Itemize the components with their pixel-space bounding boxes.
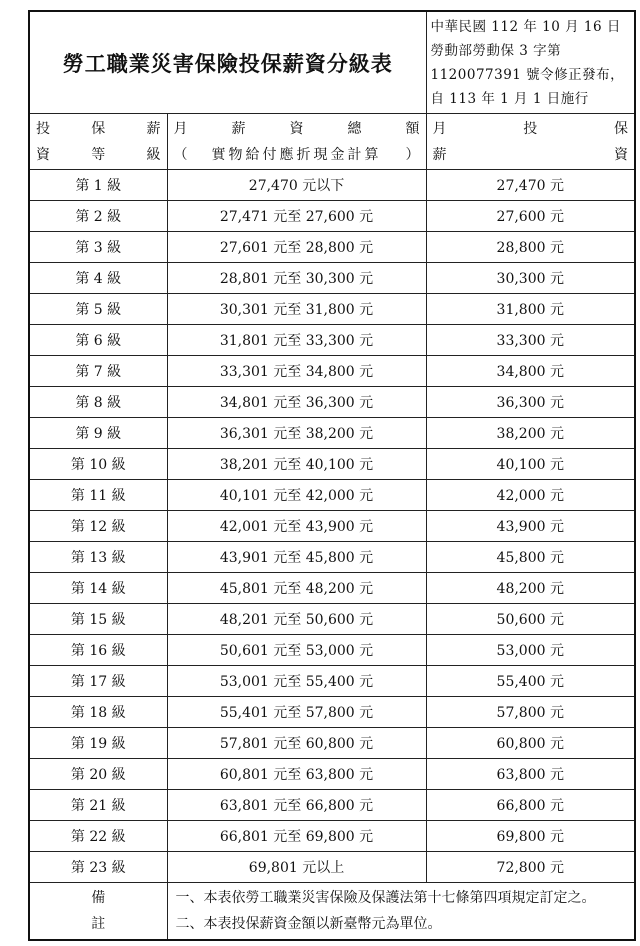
table-row <box>29 666 635 697</box>
table-row <box>29 170 635 201</box>
insured-salary-cell: 55,400 元 <box>426 666 635 697</box>
table-row <box>29 542 635 573</box>
salary-range-cell: 60,801 元至 63,800 元 <box>167 759 426 790</box>
insured-salary-cell: 36,300 元 <box>426 387 635 418</box>
insured-salary-cell: 63,800 元 <box>426 759 635 790</box>
insured-salary-cell: 69,800 元 <box>426 821 635 852</box>
salary-range-cell: 27,601 元至 28,800 元 <box>167 232 426 263</box>
decree-line: 勞動部勞動保 3 字第 <box>430 42 562 59</box>
header-grade: 投 保 薪 資 等 級 <box>29 114 167 170</box>
salary-range-cell: 27,471 元至 27,600 元 <box>167 201 426 232</box>
insured-salary-cell: 31,800 元 <box>426 294 635 325</box>
salary-range-cell: 38,201 元至 40,100 元 <box>167 449 426 480</box>
table-row <box>29 635 635 666</box>
insured-salary-cell: 27,470 元 <box>426 170 635 201</box>
header-salary: 月 薪 資 總 額 （ 實物給付應折現金計算 ） <box>167 114 426 170</box>
grade-cell: 第 6 級 <box>29 325 167 356</box>
table-row <box>29 201 635 232</box>
salary-range-cell: 36,301 元至 38,200 元 <box>167 418 426 449</box>
table-row <box>29 790 635 821</box>
table-row <box>29 852 635 883</box>
insured-salary-cell: 60,800 元 <box>426 728 635 759</box>
table-row <box>29 821 635 852</box>
insured-salary-cell: 45,800 元 <box>426 542 635 573</box>
grade-cell: 第 5 級 <box>29 294 167 325</box>
salary-range-cell: 57,801 元至 60,800 元 <box>167 728 426 759</box>
grade-cell: 第 7 級 <box>29 356 167 387</box>
salary-range-cell: 48,201 元至 50,600 元 <box>167 604 426 635</box>
salary-range-cell: 53,001 元至 55,400 元 <box>167 666 426 697</box>
grade-cell: 第 18 級 <box>29 697 167 728</box>
insured-salary-cell: 48,200 元 <box>426 573 635 604</box>
document-title: 勞工職業災害保險投保薪資分級表 <box>29 11 426 114</box>
table-row <box>29 728 635 759</box>
insured-salary-cell: 43,900 元 <box>426 511 635 542</box>
insured-salary-cell: 72,800 元 <box>426 852 635 883</box>
remark-line: 一、本表依勞工職業災害保險及保護法第十七條第四項規定訂定之。 <box>175 890 596 906</box>
insured-salary-cell: 66,800 元 <box>426 790 635 821</box>
salary-range-cell: 27,470 元以下 <box>167 170 426 201</box>
decree-note <box>426 11 635 114</box>
table-row <box>29 232 635 263</box>
grade-cell: 第 17 級 <box>29 666 167 697</box>
table-row <box>29 604 635 635</box>
table-row <box>29 387 635 418</box>
table-row <box>29 480 635 511</box>
salary-range-cell: 66,801 元至 69,800 元 <box>167 821 426 852</box>
salary-range-cell: 69,801 元以上 <box>167 852 426 883</box>
grade-cell: 第 19 級 <box>29 728 167 759</box>
grade-cell: 第 2 級 <box>29 201 167 232</box>
remarks-label: 備 註 <box>29 883 167 941</box>
salary-range-cell: 42,001 元至 43,900 元 <box>167 511 426 542</box>
grade-cell: 第 1 級 <box>29 170 167 201</box>
table-row <box>29 294 635 325</box>
grade-cell: 第 4 級 <box>29 263 167 294</box>
grade-cell: 第 12 級 <box>29 511 167 542</box>
decree-line: 中華民國 112 年 10 月 16 日 <box>430 18 621 35</box>
remark-line: 二、本表投保薪資金額以新臺幣元為單位。 <box>175 916 442 932</box>
table-row <box>29 356 635 387</box>
table-row <box>29 759 635 790</box>
salary-range-cell: 31,801 元至 33,300 元 <box>167 325 426 356</box>
grade-cell: 第 14 級 <box>29 573 167 604</box>
salary-range-cell: 55,401 元至 57,800 元 <box>167 697 426 728</box>
table-row <box>29 263 635 294</box>
insured-salary-cell: 40,100 元 <box>426 449 635 480</box>
insured-salary-cell: 57,800 元 <box>426 697 635 728</box>
grade-cell: 第 15 級 <box>29 604 167 635</box>
grade-cell: 第 13 級 <box>29 542 167 573</box>
salary-range-cell: 33,301 元至 34,800 元 <box>167 356 426 387</box>
table-row <box>29 418 635 449</box>
grade-cell: 第 3 級 <box>29 232 167 263</box>
table-row <box>29 697 635 728</box>
grade-cell: 第 11 級 <box>29 480 167 511</box>
header-insured: 月 投 保 薪 資 <box>426 114 635 170</box>
grade-cell: 第 21 級 <box>29 790 167 821</box>
salary-range-cell: 50,601 元至 53,000 元 <box>167 635 426 666</box>
table-row <box>29 573 635 604</box>
salary-range-cell: 28,801 元至 30,300 元 <box>167 263 426 294</box>
grade-cell: 第 10 級 <box>29 449 167 480</box>
insured-salary-cell: 50,600 元 <box>426 604 635 635</box>
salary-range-cell: 30,301 元至 31,800 元 <box>167 294 426 325</box>
remarks <box>167 883 635 941</box>
grade-cell: 第 9 級 <box>29 418 167 449</box>
insured-salary-cell: 42,000 元 <box>426 480 635 511</box>
grade-cell: 第 8 級 <box>29 387 167 418</box>
salary-range-cell: 45,801 元至 48,200 元 <box>167 573 426 604</box>
table-row <box>29 325 635 356</box>
insured-salary-cell: 34,800 元 <box>426 356 635 387</box>
salary-range-cell: 63,801 元至 66,800 元 <box>167 790 426 821</box>
insured-salary-cell: 53,000 元 <box>426 635 635 666</box>
salary-range-cell: 34,801 元至 36,300 元 <box>167 387 426 418</box>
insured-salary-cell: 33,300 元 <box>426 325 635 356</box>
decree-line: 自 113 年 1 月 1 日施行 <box>430 90 589 107</box>
insured-salary-cell: 38,200 元 <box>426 418 635 449</box>
grade-cell: 第 16 級 <box>29 635 167 666</box>
grade-cell: 第 23 級 <box>29 852 167 883</box>
insured-salary-grade-table <box>28 10 636 941</box>
insured-salary-cell: 27,600 元 <box>426 201 635 232</box>
salary-range-cell: 43,901 元至 45,800 元 <box>167 542 426 573</box>
grade-cell: 第 22 級 <box>29 821 167 852</box>
table-row <box>29 511 635 542</box>
table-row <box>29 449 635 480</box>
insured-salary-cell: 30,300 元 <box>426 263 635 294</box>
salary-range-cell: 40,101 元至 42,000 元 <box>167 480 426 511</box>
grade-cell: 第 20 級 <box>29 759 167 790</box>
insured-salary-cell: 28,800 元 <box>426 232 635 263</box>
decree-line: 1120077391 號令修正發布， <box>430 66 625 83</box>
